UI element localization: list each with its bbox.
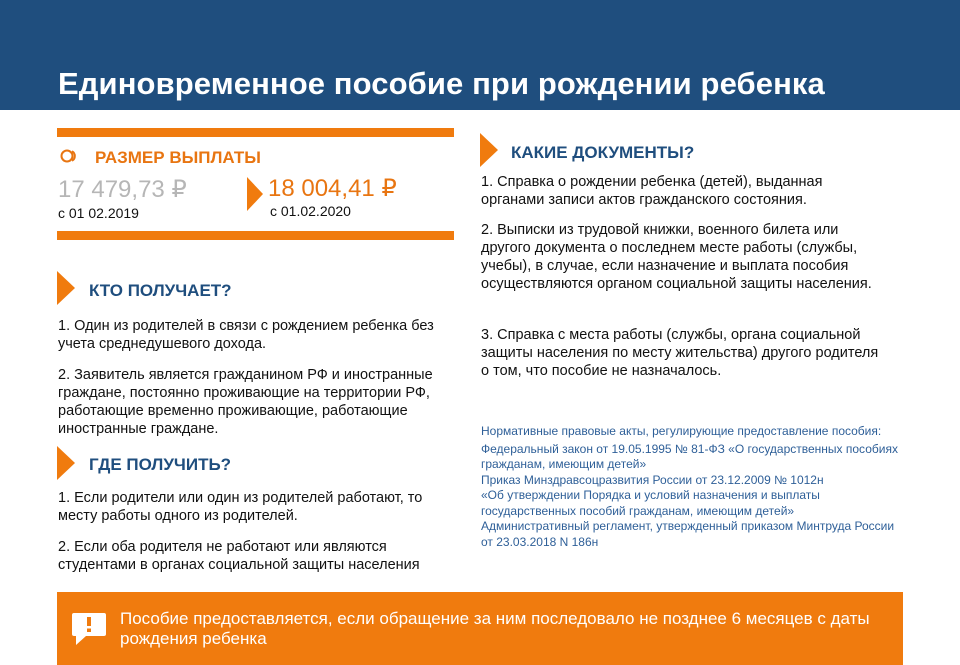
notice-text: Пособие предоставляется, если обращение за ним последовало не позднее 6 месяцев с даты рождения ребенка <box>120 609 870 648</box>
page-title: Единовременное пособие при рождении ребенка <box>58 66 825 101</box>
legal-act-4: Административный регламент, утвержденный приказом Минтруда России от 23.03.2018 N 186н <box>481 519 895 549</box>
arrow-right-icon <box>57 271 75 305</box>
payment-title: РАЗМЕР ВЫПЛАТЫ <box>95 148 261 167</box>
who-item-1: 1. Один из родителей в связи с рождением ребенка без учета среднедушевого дохода. <box>58 318 434 352</box>
where-item-2: 2. Если оба родителя не работают или являются студентами в органах социальной защиты населения <box>58 539 420 573</box>
notice-banner <box>57 592 903 665</box>
documents-title: КАКИЕ ДОКУМЕНТЫ? <box>511 143 695 162</box>
coins-icon <box>60 149 82 163</box>
where-title: ГДЕ ПОЛУЧИТЬ? <box>89 455 232 474</box>
payment-top-bar <box>57 128 454 137</box>
who-item-2: 2. Заявитель является гражданином РФ и иностранные граждане, постоянно проживающие на территории РФ, работающие временно проживающие, работающие иностранные граждане. <box>58 367 433 437</box>
header-banner <box>0 0 960 110</box>
legal-act-2: Приказ Минздравсоцразвития России от 23.12.2009 № 1012н <box>481 472 824 487</box>
arrow-right-icon <box>247 177 263 211</box>
old-amount: 17 479,73 ₽ <box>58 176 187 203</box>
documents-item-3: 3. Справка с места работы (службы, органа социальной защиты населения по месту жительства) другого родителя о том, что пособие не назначалось. <box>481 327 879 379</box>
new-amount: 18 004,41 ₽ <box>268 175 397 202</box>
who-title: КТО ПОЛУЧАЕТ? <box>89 281 232 300</box>
new-amount-date: с 01.02.2020 <box>270 203 351 219</box>
payment-bottom-bar <box>57 231 454 240</box>
legal-act-3: «Об утверждении Порядка и условий назначения и выплаты государственных пособий гражданам, имеющим детей» <box>481 488 820 518</box>
documents-item-2: 2. Выписки из трудовой книжки, военного билета или другого документа о последнем месте работы (службы, учебы), в случае, если назначение и выплата пособия осуществляются органом социальной защиты населения. <box>481 222 872 292</box>
documents-item-1: 1. Справка о рождении ребенка (детей), выданная органами записи актов гражданского состояния. <box>481 174 823 208</box>
legal-acts <box>481 424 901 550</box>
arrow-right-icon <box>57 446 75 480</box>
legal-act-1: Федеральный закон от 19.05.1995 № 81-ФЗ «О государственных пособиях гражданам, имеющим детей» <box>481 441 898 471</box>
arrow-right-icon <box>480 133 498 167</box>
legal-intro: Нормативные правовые акты, регулирующие предоставление пособия: <box>481 424 882 438</box>
old-amount-date: с 01 02.2019 <box>58 205 139 221</box>
speech-bubble-exclamation-icon <box>71 612 107 646</box>
where-item-1: 1. Если родители или один из родителей работают, то месту работы одного из родителей. <box>58 490 423 524</box>
